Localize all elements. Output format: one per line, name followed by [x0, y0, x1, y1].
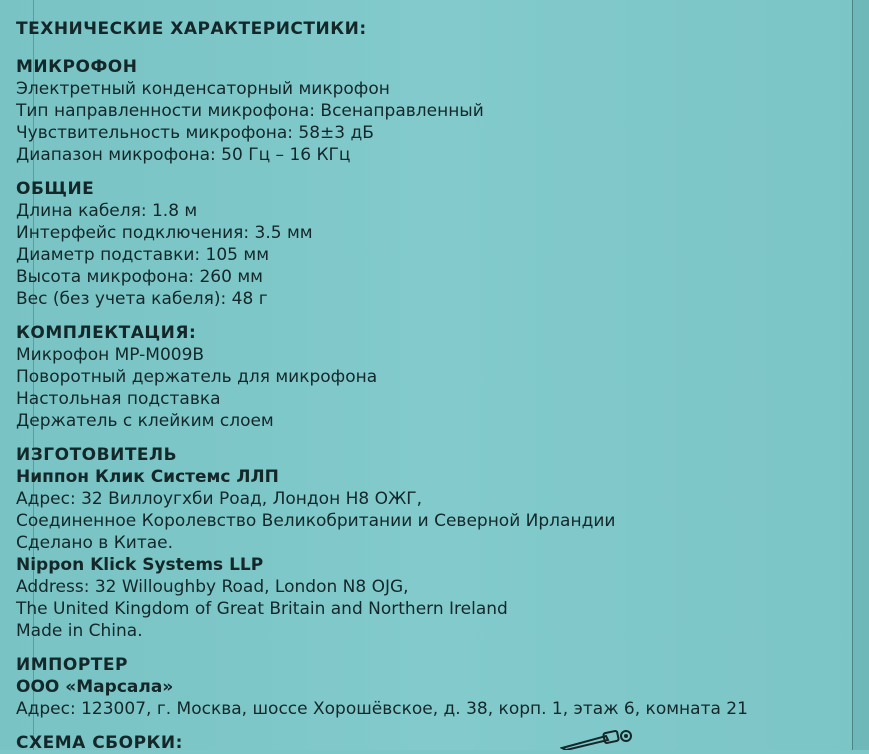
spec-content	[16, 18, 856, 754]
spec-line: Высота микрофона: 260 мм	[16, 267, 263, 287]
manufacturer-name-en: Nippon Klick Systems LLP	[16, 555, 264, 575]
address-line: Адрес: 32 Виллоугхби Роад, Лондон Н8 ОЖГ,	[16, 489, 423, 509]
package-item: Микрофон MP-M009B	[16, 345, 205, 365]
spec-line: Диапазон микрофона: 50 Гц – 16 КГц	[16, 145, 351, 165]
importer-section	[16, 654, 856, 720]
section-heading-importer: ИМПОРТЕР	[16, 655, 128, 675]
package-item: Настольная подставка	[16, 389, 221, 409]
section-heading-microphone: МИКРОФОН	[16, 57, 138, 77]
spec-line: Вес (без учета кабеля): 48 г	[16, 289, 268, 309]
address-line: The United Kingdom of Great Britain and Northern Ireland	[16, 599, 508, 619]
address-line: Сделано в Китае.	[16, 533, 174, 553]
spec-line: Электретный конденсаторный микрофон	[16, 79, 390, 99]
section-heading-package: КОМПЛЕКТАЦИЯ:	[16, 323, 197, 343]
section-heading-assembly: СХЕМА СБОРКИ:	[16, 733, 183, 753]
microphone-section	[16, 56, 856, 166]
package-section	[16, 322, 856, 432]
spec-line: Интерфейс подключения: 3.5 мм	[16, 223, 313, 243]
address-line: Соединенное Королевство Великобритании и Северной Ирландии	[16, 511, 616, 531]
assembly-section	[16, 732, 856, 754]
general-section	[16, 178, 856, 310]
manufacturer-name-ru: Ниппон Клик Системс ЛЛП	[16, 467, 279, 487]
package-item: Поворотный держатель для микрофона	[16, 367, 378, 387]
manufacturer-section	[16, 444, 856, 642]
importer-address: Адрес: 123007, г. Москва, шоссе Хорошёвское, д. 38, корп. 1, этаж 6, комната 21	[16, 699, 748, 719]
spec-line: Тип направленности микрофона: Всенаправленный	[16, 101, 484, 121]
package-item: Держатель с клейким слоем	[16, 411, 274, 431]
section-heading-manufacturer: ИЗГОТОВИТЕЛЬ	[16, 445, 178, 465]
spec-line: Длина кабеля: 1.8 м	[16, 201, 198, 221]
address-line: Address: 32 Willoughby Road, London N8 OJG,	[16, 577, 409, 597]
spec-line: Диаметр подставки: 105 мм	[16, 245, 270, 265]
importer-name: ООО «Марсала»	[16, 677, 174, 697]
spec-line: Чувствительность микрофона: 58±3 дБ	[16, 123, 374, 143]
page-title: ТЕХНИЧЕСКИЕ ХАРАКТЕРИСТИКИ:	[16, 19, 367, 39]
assembly-diagram-icon	[560, 726, 640, 750]
section-heading-general: ОБЩИЕ	[16, 179, 95, 199]
address-line: Made in China.	[16, 621, 143, 641]
